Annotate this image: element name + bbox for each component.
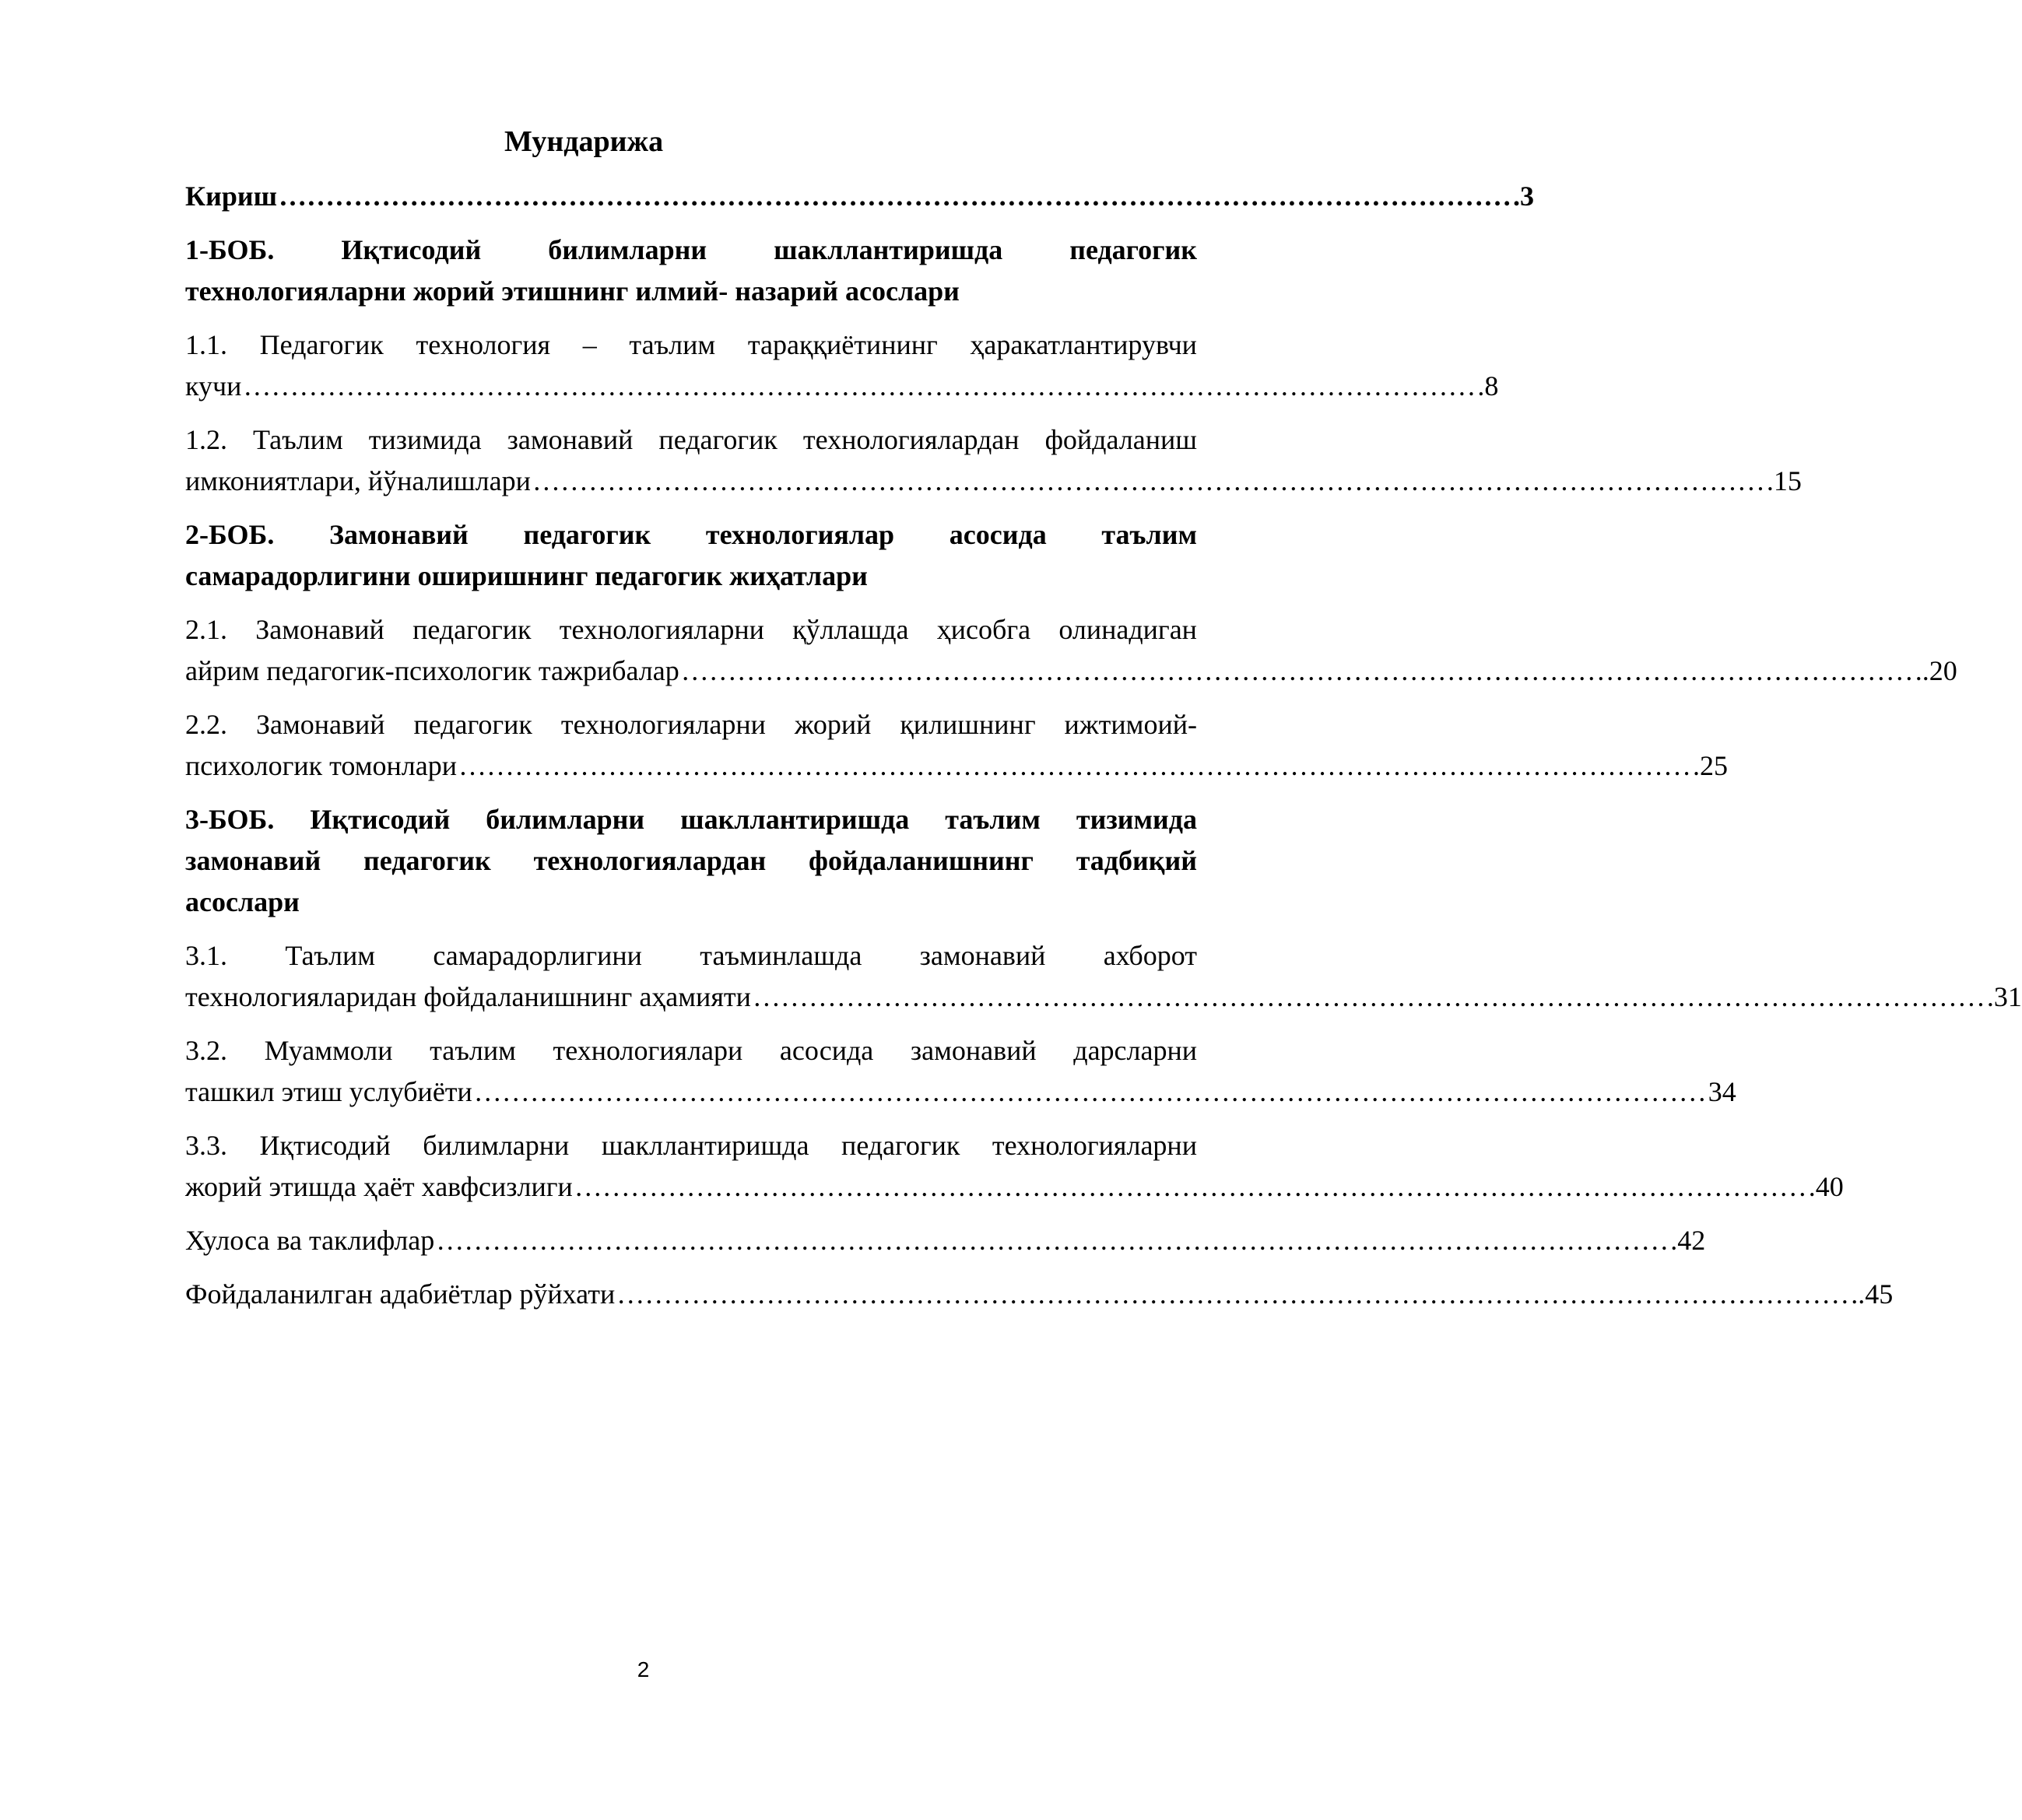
- word: –: [582, 329, 597, 360]
- entry-line: технологияларни жорий этишнинг илмий- назарий асослари: [185, 275, 960, 307]
- toc-section-3-1[interactable]: [185, 935, 2022, 1018]
- entry-page-number: ..45: [1851, 1278, 1894, 1310]
- word: таъминлашда: [700, 940, 862, 971]
- toc-section-3-3[interactable]: [185, 1125, 1844, 1208]
- dot-leader: ……………………………………………………………………………………………………………………: [279, 181, 1512, 212]
- entry-page-number: .40: [1808, 1171, 1844, 1202]
- entry-page-number: 34: [1708, 1076, 1736, 1107]
- dot-leader: ……………………………………………………………………………………………………………………: [458, 750, 1691, 781]
- word: технологиялардан: [802, 424, 1020, 455]
- word: 2.1.: [185, 614, 227, 645]
- word: замонавий: [507, 424, 634, 455]
- word: таълим: [945, 804, 1041, 835]
- dot-leader: ……………………………………………………………………………………………………………………: [436, 1225, 1669, 1256]
- word: Педагогик: [259, 329, 384, 360]
- toc-chapter-3[interactable]: [185, 799, 1197, 923]
- entry-text: кучи: [185, 370, 242, 402]
- word: 3.3.: [185, 1130, 227, 1161]
- word: Иқтисодий: [310, 804, 451, 835]
- word: Таълим: [285, 940, 376, 971]
- page-number: 2: [637, 1657, 650, 1681]
- word: қўллашда: [792, 614, 909, 645]
- word: технология: [416, 329, 551, 360]
- word: Муаммоли: [264, 1035, 393, 1066]
- toc-chapter-2[interactable]: [185, 514, 1197, 597]
- word: Иқтисодий: [259, 1130, 391, 1161]
- dot-leader: ……………………………………………………………………………………………………………………: [574, 1171, 1807, 1202]
- word: қилишнинг: [900, 709, 1036, 740]
- entry-text: Кириш: [185, 181, 278, 212]
- entry-page-number: .42: [1670, 1225, 1706, 1256]
- word: 2-БОБ.: [185, 519, 275, 550]
- entry-page-number: .15: [1766, 465, 1802, 496]
- entry-text: технологияларидан фойдаланишнинг аҳамияти: [185, 981, 751, 1012]
- entry-line: [185, 419, 1197, 461]
- word: педагогик: [658, 424, 778, 455]
- word: 3.2.: [185, 1035, 227, 1066]
- dot-leader: ……………………………………………………………………………………………………………………: [616, 1278, 1850, 1310]
- toc-chapter-1[interactable]: [185, 230, 1197, 312]
- word: ҳаракатлантирувчи: [970, 329, 1197, 360]
- entry-line: [185, 1030, 1197, 1071]
- toc-title: Мундарижа: [504, 125, 664, 158]
- word: технологиялари: [553, 1035, 743, 1066]
- word: технологиялар: [705, 519, 895, 550]
- word: технологияларни: [560, 709, 766, 740]
- dot-leader: ……………………………………………………………………………………………………………………: [532, 465, 1765, 496]
- entry-text: Хулоса ва таклифлар: [185, 1225, 435, 1256]
- entry-page-number: .25: [1692, 750, 1728, 781]
- entry-text: Фойдаланилган адабиётлар рўйхати: [185, 1278, 616, 1310]
- toc-section-1-1[interactable]: [185, 324, 1499, 407]
- toc-section-1-2[interactable]: [185, 419, 1802, 502]
- word: билимларни: [423, 1130, 570, 1161]
- word: тараққиётининг: [747, 329, 938, 360]
- entry-line: [185, 324, 1197, 366]
- word: педагогик: [363, 845, 491, 876]
- word: Замонавий: [255, 709, 385, 740]
- word: фойдаланишнинг: [809, 845, 1034, 876]
- word: Замонавий: [329, 519, 469, 550]
- word: билимларни: [486, 804, 645, 835]
- word: Замонавий: [255, 614, 384, 645]
- word: замонавий: [910, 1035, 1037, 1066]
- entry-text: имкониятлари, йўналишлари: [185, 465, 531, 496]
- word: ижтимоий-: [1064, 709, 1197, 740]
- word: фойдаланиш: [1044, 424, 1197, 455]
- entry-line: [185, 704, 1197, 745]
- entry-line: [185, 935, 1197, 977]
- dot-leader: ……………………………………………………………………………………………………………………: [752, 981, 1985, 1012]
- word: таълим: [430, 1035, 516, 1066]
- word: шакллантиришда: [774, 234, 1003, 265]
- word: замонавий: [185, 845, 321, 876]
- entry-line: [185, 1125, 1197, 1166]
- word: шакллантиришда: [680, 804, 910, 835]
- word: шакллантиришда: [601, 1130, 809, 1161]
- word: таълим: [1101, 519, 1197, 550]
- entry-page-number: .3: [1513, 181, 1535, 212]
- toc-section-3-2[interactable]: [185, 1030, 1736, 1113]
- word: ахборот: [1103, 940, 1197, 971]
- word: асосида: [949, 519, 1047, 550]
- word: педагогик: [523, 519, 651, 550]
- entry-page-number: .8: [1477, 370, 1499, 402]
- word: самарадорлигини: [433, 940, 642, 971]
- entry-line: [185, 609, 1197, 651]
- word: технологияларни: [992, 1130, 1197, 1161]
- word: 2.2.: [185, 709, 227, 740]
- entry-text: ташкил этиш услубиёти: [185, 1076, 472, 1107]
- toc-entry-intro[interactable]: [185, 176, 1535, 217]
- dot-leader: ……………………………………………………………………………………………………………………: [243, 370, 1476, 402]
- table-of-contents: [185, 117, 2022, 1327]
- word: педагогик: [412, 614, 532, 645]
- word: тизимида: [1076, 804, 1197, 835]
- entry-line: [185, 799, 1197, 840]
- word: технологияларни: [559, 614, 764, 645]
- entry-line: асослари: [185, 886, 300, 917]
- toc-section-2-2[interactable]: [185, 704, 1728, 787]
- word: таълим: [629, 329, 716, 360]
- word: асосида: [779, 1035, 874, 1066]
- toc-section-2-1[interactable]: [185, 609, 1957, 692]
- entry-text: психологик томонлари: [185, 750, 457, 781]
- word: педагогик: [413, 709, 532, 740]
- word: 1.2.: [185, 424, 227, 455]
- entry-line: [185, 230, 1197, 271]
- word: билимларни: [548, 234, 707, 265]
- dot-leader: ……………………………………………………………………………………………………………………: [473, 1076, 1707, 1107]
- word: жорий: [794, 709, 872, 740]
- word: технологиялардан: [533, 845, 767, 876]
- word: 3.1.: [185, 940, 227, 971]
- word: ҳисобга: [936, 614, 1031, 645]
- word: дарсларни: [1073, 1035, 1197, 1066]
- word: тизимида: [368, 424, 482, 455]
- entry-line: [185, 840, 1197, 882]
- toc-entry-references[interactable]: [185, 1274, 1894, 1315]
- word: педагогик: [841, 1130, 960, 1161]
- word: 1.1.: [185, 329, 227, 360]
- entry-line: самарадорлигини оширишнинг педагогик жиҳатлари: [185, 560, 868, 591]
- entry-page-number: ..20: [1915, 655, 1957, 686]
- toc-entry-conclusion[interactable]: [185, 1220, 1706, 1261]
- word: тадбиқий: [1076, 845, 1197, 876]
- entry-line: [185, 514, 1197, 556]
- entry-page-number: .31: [1986, 981, 2022, 1012]
- entry-text: айрим педагогик-психологик тажрибалар: [185, 655, 679, 686]
- word: замонавий: [919, 940, 1046, 971]
- word: педагогик: [1069, 234, 1197, 265]
- entry-text: жорий этишда ҳаёт хавфсизлиги: [185, 1171, 573, 1202]
- word: олинадиган: [1058, 614, 1197, 645]
- word: 3-БОБ.: [185, 804, 275, 835]
- dot-leader: ……………………………………………………………………………………………………………………: [680, 655, 1914, 686]
- word: Таълим: [253, 424, 343, 455]
- word: Иқтисодий: [341, 234, 482, 265]
- word: 1-БОБ.: [185, 234, 275, 265]
